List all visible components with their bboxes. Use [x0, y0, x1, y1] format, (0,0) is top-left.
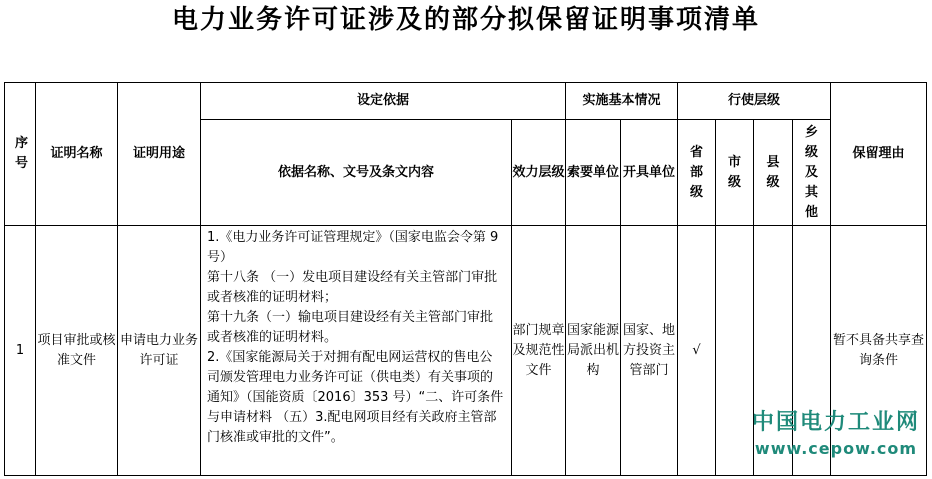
- header-cert-use: 证明用途: [118, 83, 201, 226]
- row-reason: 暂不具备共享查询条件: [831, 226, 927, 476]
- row-cert-name: 项目审批或核准文件: [36, 226, 118, 476]
- basis-line: 2.《国家能源局关于对拥有配电网运营权的售电公司颁发管理电力业务许可证（供电类）有关事项的通知》（国能资质〔2016〕353 号）“二、许可条件与申请材料 （五）3.配电网项目经有关政府主管部门核准或审批的文件”。: [207, 350, 504, 445]
- header-basis-content: 依据名称、文号及条文内容: [201, 120, 512, 226]
- row-effect-level: 部门规章及规范性文件: [512, 226, 566, 476]
- watermark-name: 中国电力工业网: [751, 410, 920, 435]
- row-seq: 1: [5, 226, 36, 476]
- row-issue-unit: 国家、地方投资主管部门: [621, 226, 678, 476]
- watermark: [752, 408, 920, 460]
- row-city-mark: [716, 226, 754, 476]
- basis-line: 第十八条 （一）发电项目建设经有关主管部门审批或者核准的证明材料；: [207, 270, 498, 305]
- page-title: 电力业务许可证涉及的部分拟保留证明事项清单: [171, 5, 760, 35]
- header-impl-group: 实施基本情况: [566, 83, 678, 120]
- header-seq: 序号: [5, 83, 36, 226]
- row-request-unit: 国家能源局派出机构: [566, 226, 621, 476]
- header-city: 市级: [716, 120, 754, 226]
- basis-line: 1.《电力业务许可证管理规定》（国家电监会令第 9 号）: [207, 230, 499, 265]
- row-cert-use: 申请电力业务许可证: [118, 226, 201, 476]
- header-effect-level: 效力层级: [512, 120, 566, 226]
- header-level-group: 行使层级: [678, 83, 831, 120]
- basis-line: 第十九条（一）输电项目建设经有关主管部门审批或者核准的证明材料。: [207, 310, 494, 345]
- header-basis-group: 设定依据: [201, 83, 566, 120]
- header-cert-name: 证明名称: [36, 83, 118, 226]
- watermark-url: www.cepow.com: [754, 439, 918, 458]
- header-county: 县级: [754, 120, 793, 226]
- row-province-mark: √: [678, 226, 716, 476]
- header-issue-unit: 开具单位: [621, 120, 678, 226]
- header-reason: 保留理由: [831, 83, 927, 226]
- header-request-unit: 索要单位: [566, 120, 621, 226]
- header-province: 省部级: [678, 120, 716, 226]
- header-township: 乡级及其他: [793, 120, 831, 226]
- row-basis-content: [201, 226, 512, 476]
